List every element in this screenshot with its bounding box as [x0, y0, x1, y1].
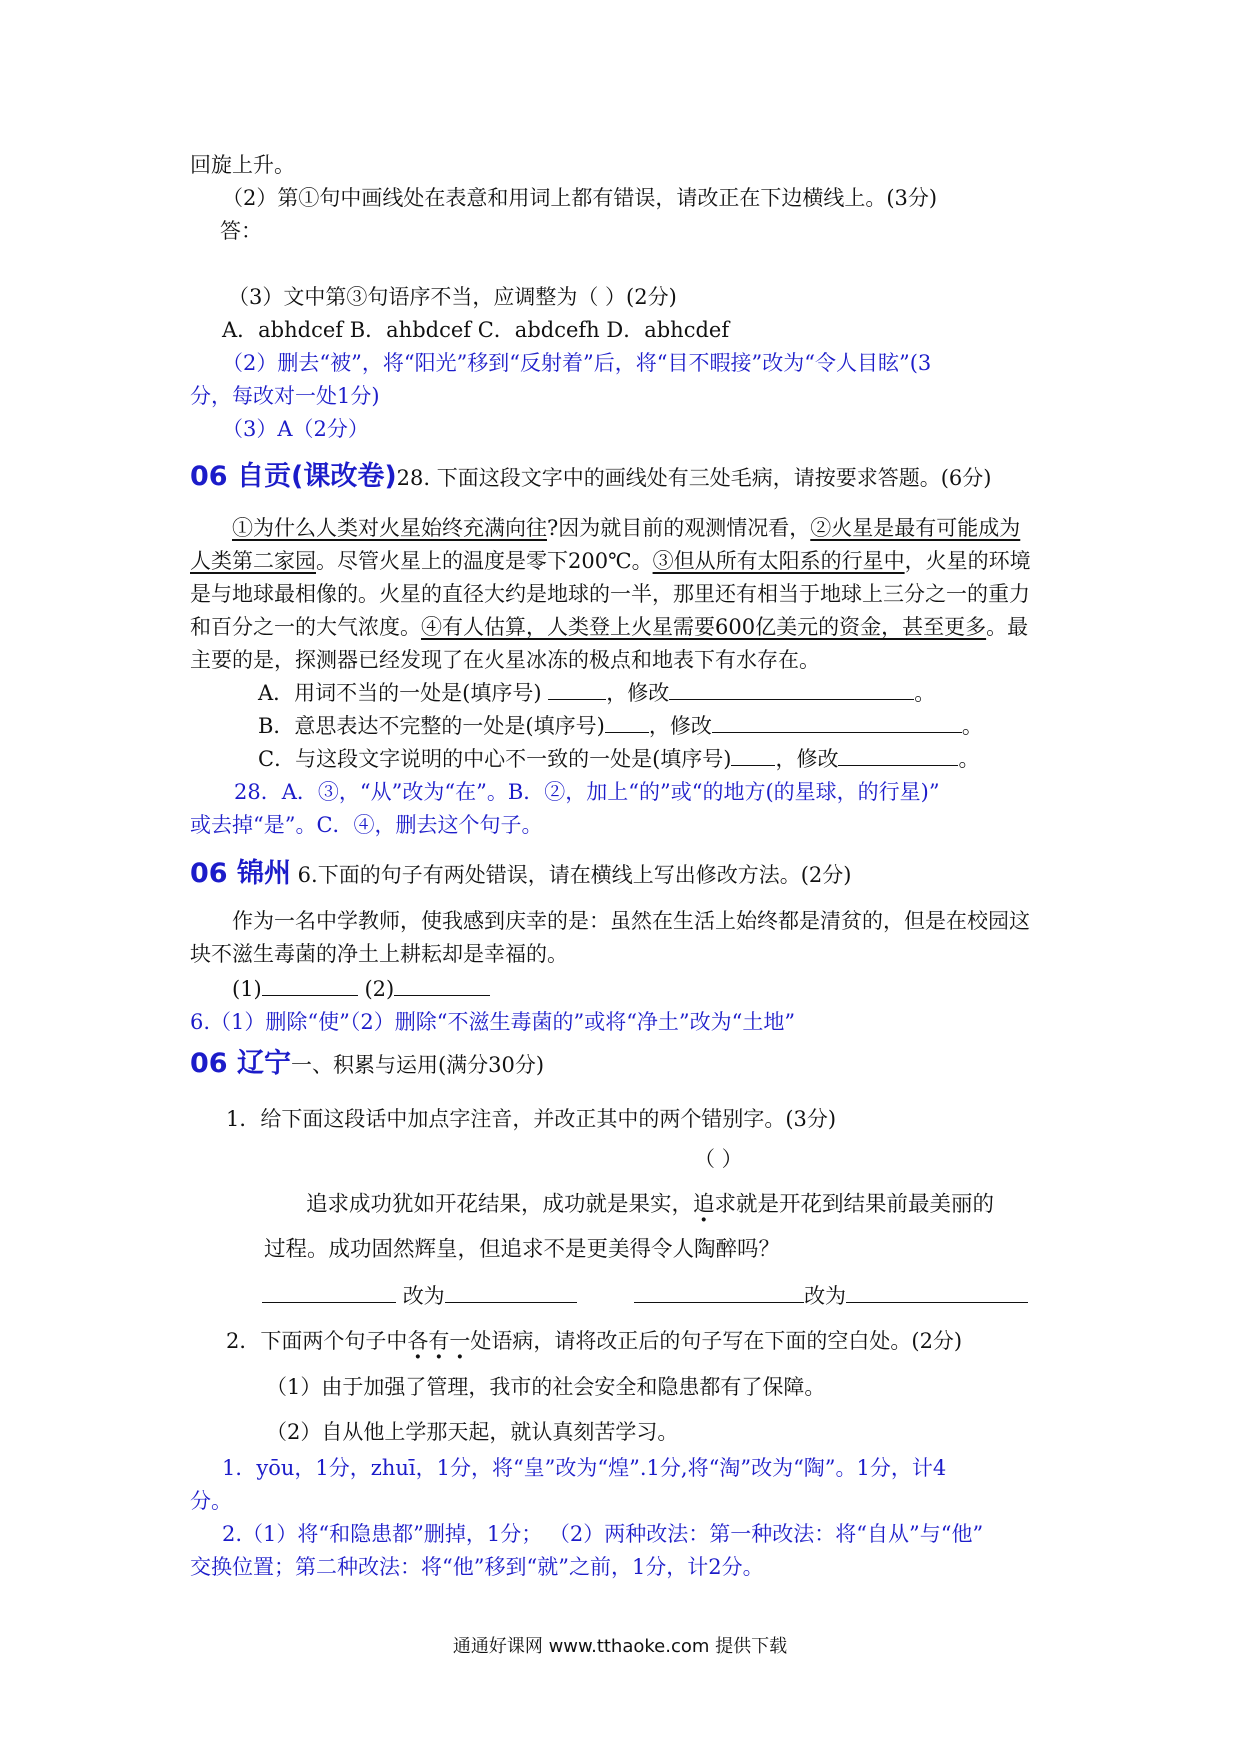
paragraph-line: 是与地球最相像的。火星的直径大约是地球的一半，那里还有相当于地球上三分之一的重力 [190, 582, 1030, 606]
question-3-options: A．abhdcef B．ahbdcef C．abdcefh D．abhcdef [222, 318, 730, 342]
answer-blank[interactable] [712, 710, 962, 733]
answer-28-line-1: 28．A．③，“从”改为“在”。B．②，加上“的”或“的地方(的星球，的行星)” [234, 780, 940, 804]
answer-2-line-2: 交换位置；第二种改法：将“他”移到“就”之前，1分，计2分。 [190, 1555, 764, 1579]
section-jinzhou-heading [190, 857, 851, 892]
question-6: 6.下面的句子有两处错误，请在横线上写出修改方法。(2分) [297, 863, 852, 887]
answer-blank[interactable] [548, 677, 606, 700]
pinyin-paren: （ ） [694, 1147, 743, 1171]
sentence-1: （1）由于加强了管理，我市的社会安全和隐患都有了保障。 [266, 1375, 826, 1399]
paragraph-line: 块不滋生毒菌的净土上耕耘却是幸福的。 [190, 942, 568, 966]
text-span: A．用词不当的一处是(填序号) [258, 681, 542, 705]
text-span: 。最 [986, 615, 1029, 639]
dotted-char: 追 [693, 1192, 715, 1217]
answer-2-line-1: 2.（1）将“和隐患都”删掉，1分； （2）两种改法：第一种改法：将“自从”与“他” [222, 1522, 984, 1546]
underlined-phrase-2b: 人类第二家园 [190, 549, 316, 573]
section-title: 06 锦州 [190, 858, 291, 889]
section-zigong-heading [190, 460, 991, 495]
question-3: （3）文中第③句语序不当，应调整为（ ）(2分) [228, 285, 677, 309]
passage-line [306, 1188, 994, 1221]
text-span: 求就是开花到结果前最美丽的 [714, 1192, 995, 1217]
dotted-char: 各 [407, 1329, 429, 1353]
section-title: 06 辽宁 [190, 1048, 291, 1079]
text-span: 处语病，请将改正后的句子写在下面的空白处。(2分) [470, 1329, 963, 1353]
answer-2-line-1: （2）删去“被”，将“阳光”移到“反射着”后，将“目不暇接”改为“令人目眩”(3 [222, 351, 932, 375]
answer-blank[interactable] [394, 973, 490, 996]
part-title: 一、积累与运用(满分30分) [290, 1053, 545, 1077]
text-span: B．意思表达不完整的一处是(填序号) [258, 714, 605, 738]
answer-blank[interactable] [634, 1280, 804, 1303]
sub-question-c [258, 743, 979, 776]
text-span: 和百分之一的大气浓度。 [190, 615, 421, 639]
paragraph-line [190, 611, 1028, 644]
answer-1-line-1: 1．yōu，1分，zhuī，1分，将“皇”改为“煌”.1分,将“淘”改为“陶”。1分，计4 [222, 1456, 947, 1480]
underlined-phrase-2: ②火星是最有可能成为 [810, 516, 1021, 540]
underlined-phrase-3: ③但从所有太阳系的行星中 [652, 549, 905, 573]
paragraph-line [190, 545, 1031, 578]
text-span: 追求成功犹如开花结果，成功就是果实， [306, 1192, 694, 1217]
sub-question-a [258, 677, 935, 710]
dotted-char: 有 [428, 1329, 450, 1353]
correction-row [262, 1280, 1028, 1313]
answer-blank[interactable] [605, 710, 649, 733]
text-span: (2) [364, 977, 395, 1001]
question-1: 1．给下面这段话中加点字注音，并改正其中的两个错别字。(3分) [226, 1107, 837, 1131]
question-28: 28. 下面这段文字中的画线处有三处毛病，请按要求答题。(6分) [396, 466, 992, 490]
text-span: ，修改 [606, 681, 670, 705]
text-span: ，修改 [775, 747, 839, 771]
text-span: C．与这段文字说明的中心不一致的一处是(填序号) [258, 747, 732, 771]
text-span: 改为 [402, 1284, 445, 1308]
text-span: 。 [958, 747, 980, 771]
answer-blank[interactable] [846, 1280, 1028, 1303]
paragraph-line [232, 512, 1020, 545]
text-span: 2．下面两个句子中 [226, 1329, 408, 1353]
answer-28-line-2: 或去掉“是”。C．④，删去这个句子。 [190, 813, 543, 837]
answer-blank[interactable] [445, 1280, 577, 1303]
section-title: 06 自贡(课改卷) [190, 461, 397, 492]
answer-1-line-2: 分。 [190, 1489, 232, 1513]
sentence-2: （2）自从他上学那天起，就认真刻苦学习。 [266, 1420, 679, 1444]
passage-line: 过程。成功固然辉皇，但追求不是更美得令人陶醉吗？ [264, 1237, 781, 1262]
text-line: 回旋上升。 [190, 153, 295, 177]
page-footer: 通通好课网 www.tthaoke.com 提供下载 [452, 1636, 788, 1657]
section-liaoning-heading [190, 1047, 544, 1082]
text-span: ?因为就目前的观测情况看， [547, 516, 811, 540]
answer-3: （3）A（2分） [222, 417, 369, 441]
question-2: （2）第①句中画线处在表意和用词上都有错误，请改正在下边横线上。(3分) [222, 186, 938, 210]
answer-6: 6.（1）删除“使”（2）删除“不滋生毒菌的”或将“净土”改为“土地” [190, 1010, 796, 1034]
answer-blank[interactable] [731, 743, 775, 766]
paragraph-line: 主要的是，探测器已经发现了在火星冰冻的极点和地表下有水存在。 [190, 648, 820, 672]
underlined-phrase-4: ④有人估算，人类登上火星需要600亿美元的资金，甚至更多 [421, 615, 987, 639]
text-span: ，火星的环境 [904, 549, 1031, 573]
dotted-char: 一 [449, 1329, 471, 1353]
answer-2-line-2: 分，每改对一处1分) [190, 384, 380, 408]
text-span: 。尽管火星上的温度是零下200℃。 [316, 549, 653, 573]
answer-blank[interactable] [262, 973, 358, 996]
answer-blank[interactable] [838, 743, 958, 766]
question-2 [226, 1325, 962, 1358]
answer-blank[interactable] [669, 677, 914, 700]
text-span: ，修改 [648, 714, 712, 738]
sub-question-b [258, 710, 983, 743]
blank-row [232, 973, 490, 1006]
paragraph-line: 作为一名中学教师，使我感到庆幸的是：虽然在生活上始终都是清贫的，但是在校园这 [232, 909, 1030, 933]
answer-blank[interactable] [262, 1280, 396, 1303]
text-span: 改为 [804, 1284, 847, 1308]
text-span: (1) [232, 977, 262, 1001]
answer-label: 答： [220, 219, 262, 243]
text-span: 。 [961, 714, 983, 738]
underlined-phrase-1: ①为什么人类对火星始终充满向往 [232, 516, 547, 540]
text-span: 。 [914, 681, 936, 705]
